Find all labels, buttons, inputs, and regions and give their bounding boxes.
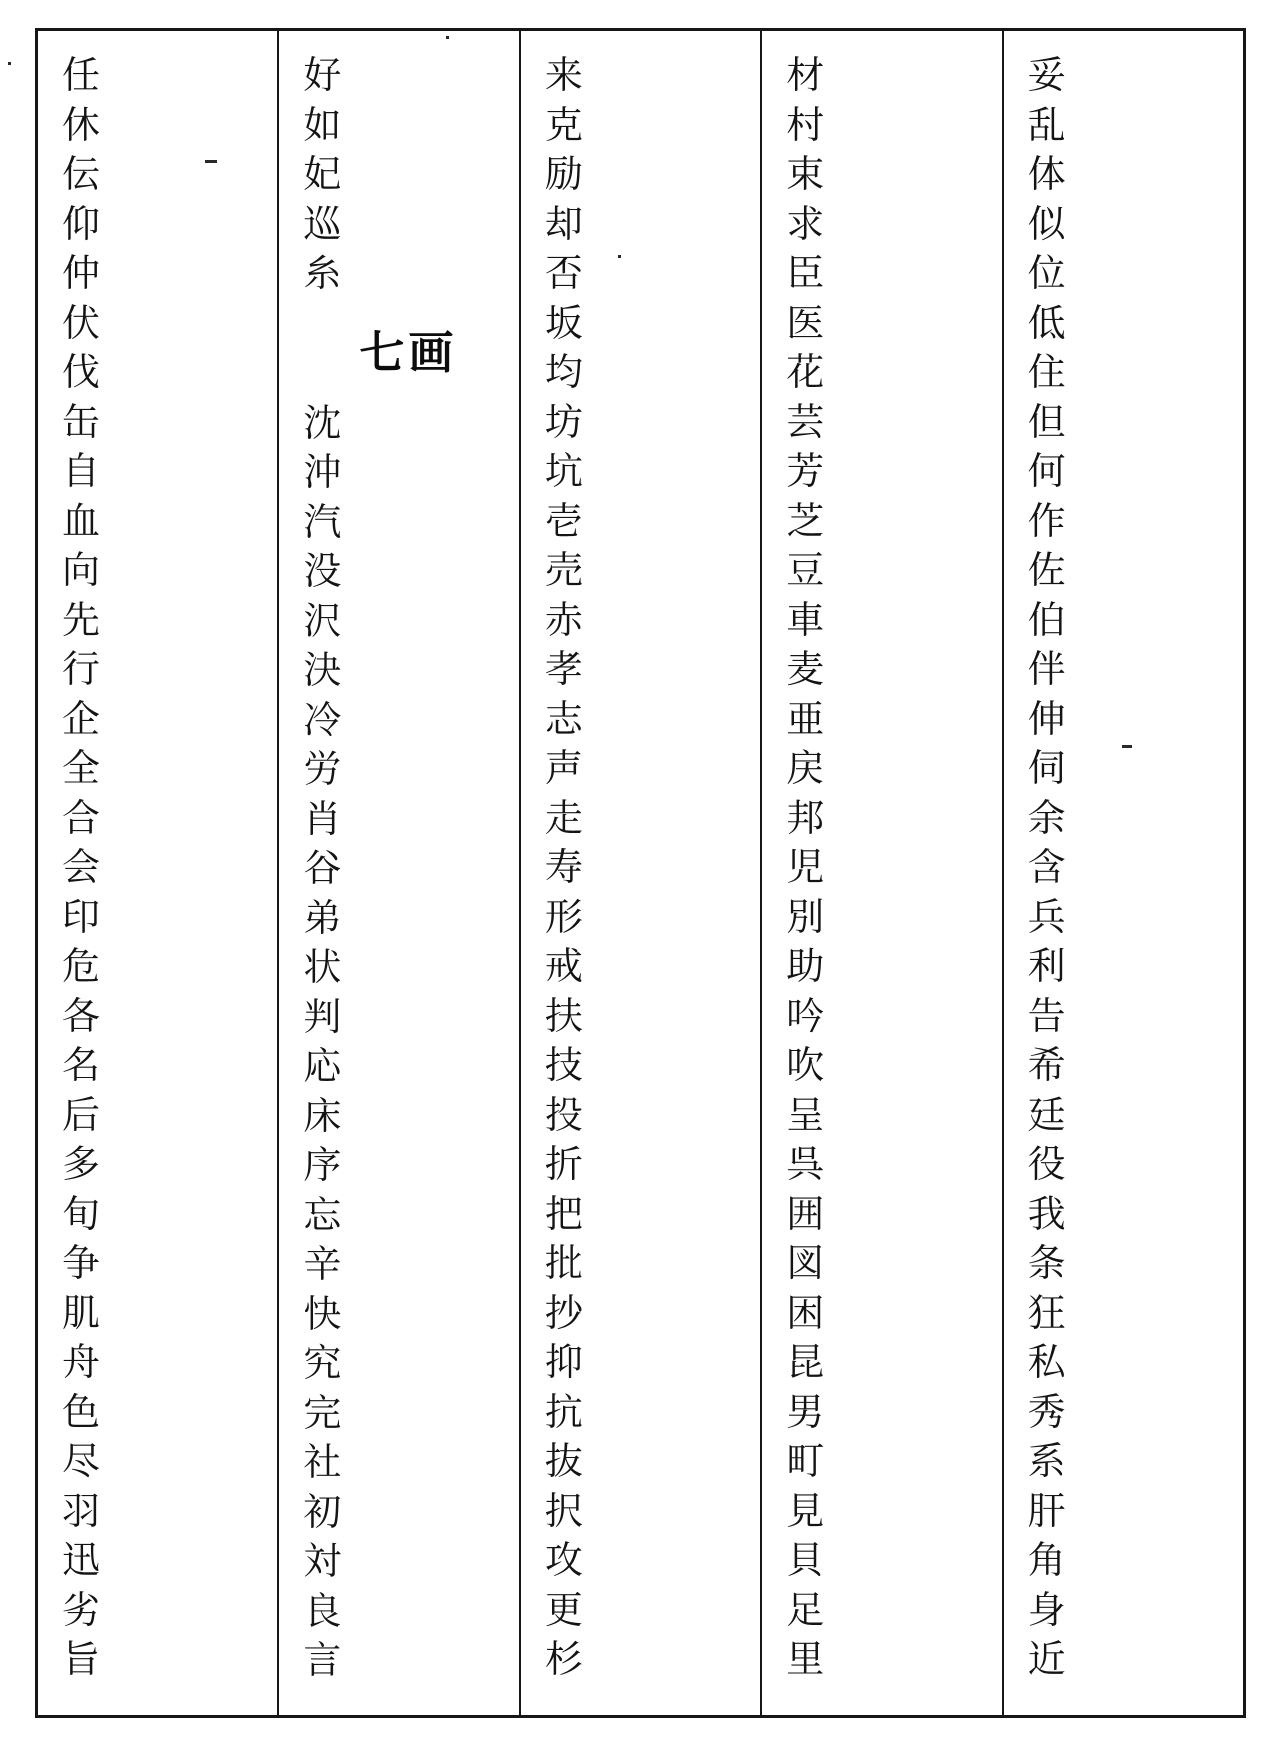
kanji-cell: 希 [1027, 1043, 1066, 1087]
kanji-cell: 完 [303, 1390, 342, 1435]
kanji-cell: 序 [303, 1143, 342, 1187]
kanji-column [521, 31, 762, 1715]
kanji-cell: 糸 [303, 251, 342, 295]
kanji-cell: 克 [544, 102, 583, 147]
kanji-cell: 更 [544, 1587, 583, 1632]
scan-speckle [205, 160, 217, 163]
kanji-cell: 戒 [544, 944, 583, 988]
kanji-cell: 束 [786, 152, 825, 196]
kanji-cell: 条 [1027, 1241, 1066, 1285]
kanji-cell: 医 [786, 300, 825, 345]
kanji-cell: 抄 [544, 1290, 583, 1335]
kanji-cell: 均 [544, 350, 583, 394]
kanji-cell: 低 [1027, 300, 1066, 345]
kanji-cell: 把 [544, 1191, 583, 1236]
kanji-cell: 仲 [62, 251, 101, 295]
kanji-cell: 里 [786, 1637, 825, 1681]
kanji-cell: 壱 [544, 498, 583, 543]
kanji-cell: 自 [62, 449, 101, 493]
kanji-cell: 足 [786, 1587, 825, 1632]
kanji-cell: 巡 [303, 201, 342, 246]
kanji-column [279, 31, 520, 1715]
kanji-cell: 豆 [786, 548, 825, 592]
kanji-cell: 含 [1027, 845, 1066, 889]
kanji-cell: 先 [62, 597, 101, 642]
kanji-cell: 辛 [303, 1242, 342, 1286]
kanji-cell: 助 [786, 944, 825, 988]
kanji-cell: 如 [303, 102, 342, 147]
kanji-cell: 色 [62, 1389, 101, 1434]
kanji-cell: 乱 [1027, 102, 1066, 147]
kanji-cell: 体 [1027, 152, 1066, 196]
kanji-cell: 企 [62, 696, 101, 741]
kanji-cell: 全 [62, 746, 101, 790]
kanji-cell: 攻 [544, 1538, 583, 1582]
kanji-cell: 良 [303, 1588, 342, 1633]
kanji-cell: 抗 [544, 1389, 583, 1434]
kanji-cell: 車 [786, 597, 825, 642]
kanji-cell: 后 [62, 1092, 101, 1137]
kanji-cell: 好 [303, 53, 342, 97]
kanji-cell: 近 [1027, 1637, 1066, 1681]
scan-speckle [1122, 745, 1132, 748]
kanji-cell: 位 [1027, 251, 1066, 295]
kanji-cell: 但 [1027, 399, 1066, 444]
kanji-cell: 昆 [786, 1340, 825, 1384]
kanji-cell: 系 [1027, 1439, 1066, 1483]
kanji-cell: 仰 [62, 201, 101, 246]
kanji-cell: 労 [303, 747, 342, 791]
kanji-cell: 沢 [303, 598, 342, 643]
kanji-cell: 呉 [786, 1142, 825, 1186]
kanji-cell: 売 [544, 548, 583, 592]
kanji-stroke-index-table [35, 28, 1246, 1718]
kanji-cell: 坂 [544, 300, 583, 345]
kanji-cell: 妃 [303, 152, 342, 196]
kanji-cell: 亜 [786, 696, 825, 741]
kanji-cell: 身 [1027, 1587, 1066, 1632]
kanji-cell: 旬 [62, 1191, 101, 1236]
kanji-cell: 余 [1027, 795, 1066, 840]
kanji-cell: 伯 [1027, 597, 1066, 642]
kanji-cell: 冷 [303, 697, 342, 742]
kanji-cell: 印 [62, 894, 101, 939]
scan-speckle [618, 255, 621, 258]
kanji-cell: 似 [1027, 201, 1066, 246]
kanji-cell: 花 [786, 350, 825, 394]
kanji-cell: 芝 [786, 498, 825, 543]
kanji-cell: 抜 [544, 1439, 583, 1483]
kanji-cell: 任 [62, 53, 101, 97]
kanji-cell: 劣 [62, 1587, 101, 1632]
kanji-cell: 来 [544, 53, 583, 97]
kanji-cell: 戻 [786, 746, 825, 790]
kanji-cell: 対 [303, 1539, 342, 1583]
kanji-cell: 臣 [786, 251, 825, 295]
kanji-cell: 決 [303, 648, 342, 692]
kanji-cell: 言 [303, 1638, 342, 1682]
kanji-cell: 旨 [62, 1637, 101, 1681]
kanji-cell: 会 [62, 845, 101, 889]
kanji-column [38, 31, 279, 1715]
kanji-cell: 伐 [62, 350, 101, 394]
kanji-cell: 没 [303, 549, 342, 593]
kanji-cell: 肝 [1027, 1488, 1066, 1533]
kanji-cell: 伝 [62, 152, 101, 196]
kanji-cell: 励 [544, 152, 583, 196]
kanji-cell: 迅 [62, 1538, 101, 1582]
kanji-column [762, 31, 1003, 1715]
kanji-cell: 伴 [1027, 647, 1066, 691]
kanji-cell: 走 [544, 795, 583, 840]
kanji-cell: 私 [1027, 1340, 1066, 1384]
kanji-cell: 批 [544, 1241, 583, 1285]
kanji-cell: 抑 [544, 1340, 583, 1384]
kanji-cell: 伸 [1027, 696, 1066, 741]
kanji-cell: 声 [544, 746, 583, 790]
kanji-cell: 呈 [786, 1092, 825, 1137]
kanji-cell: 作 [1027, 498, 1066, 543]
kanji-cell: 兵 [1027, 894, 1066, 939]
kanji-cell: 尽 [62, 1439, 101, 1483]
kanji-cell: 困 [786, 1290, 825, 1335]
kanji-cell: 判 [303, 994, 342, 1039]
kanji-cell: 多 [62, 1142, 101, 1186]
kanji-cell: 男 [786, 1389, 825, 1434]
kanji-cell: 告 [1027, 993, 1066, 1038]
kanji-cell: 向 [62, 548, 101, 592]
kanji-cell: 志 [544, 696, 583, 741]
kanji-cell: 材 [786, 53, 825, 97]
scan-speckle [446, 36, 449, 39]
kanji-cell: 羽 [62, 1488, 101, 1533]
kanji-cell: 囲 [786, 1191, 825, 1236]
kanji-cell: 折 [544, 1142, 583, 1186]
kanji-column [1004, 31, 1243, 1715]
kanji-cell: 沈 [303, 400, 342, 445]
kanji-cell: 何 [1027, 449, 1066, 493]
kanji-cell: 坊 [544, 399, 583, 444]
kanji-cell: 孝 [544, 647, 583, 691]
kanji-cell: 杉 [544, 1637, 583, 1681]
kanji-cell: 投 [544, 1092, 583, 1137]
kanji-cell: 役 [1027, 1142, 1066, 1186]
kanji-cell: 汽 [303, 499, 342, 544]
kanji-cell: 伏 [62, 300, 101, 345]
kanji-cell: 町 [786, 1439, 825, 1483]
kanji-cell: 廷 [1027, 1092, 1066, 1137]
kanji-cell: 寿 [544, 845, 583, 889]
kanji-cell: 妥 [1027, 53, 1066, 97]
stroke-count-section-header: 七画 [359, 326, 458, 379]
kanji-cell: 初 [303, 1489, 342, 1534]
kanji-cell: 肖 [303, 796, 342, 841]
kanji-cell: 秀 [1027, 1389, 1066, 1434]
kanji-cell: 我 [1027, 1191, 1066, 1236]
kanji-cell: 形 [544, 894, 583, 939]
kanji-cell: 見 [786, 1488, 825, 1533]
kanji-cell: 合 [62, 795, 101, 840]
kanji-cell: 弟 [303, 895, 342, 940]
kanji-cell: 麦 [786, 647, 825, 691]
kanji-cell: 危 [62, 944, 101, 988]
kanji-cell: 住 [1027, 350, 1066, 394]
kanji-cell: 谷 [303, 846, 342, 890]
scan-speckle [8, 62, 11, 65]
kanji-cell: 扶 [544, 993, 583, 1038]
kanji-cell: 坑 [544, 449, 583, 493]
kanji-cell: 休 [62, 102, 101, 147]
kanji-cell: 快 [303, 1291, 342, 1336]
kanji-cell: 忘 [303, 1192, 342, 1237]
kanji-cell: 芸 [786, 399, 825, 444]
kanji-cell: 沖 [303, 450, 342, 494]
kanji-cell: 舟 [62, 1340, 101, 1384]
kanji-cell: 名 [62, 1043, 101, 1087]
kanji-cell: 吹 [786, 1043, 825, 1087]
kanji-cell: 求 [786, 201, 825, 246]
kanji-cell: 究 [303, 1341, 342, 1385]
kanji-cell: 各 [62, 993, 101, 1038]
kanji-cell: 社 [303, 1440, 342, 1484]
kanji-cell: 血 [62, 498, 101, 543]
kanji-cell: 争 [62, 1241, 101, 1285]
kanji-cell: 児 [786, 845, 825, 889]
kanji-cell: 行 [62, 647, 101, 691]
kanji-cell: 技 [544, 1043, 583, 1087]
kanji-cell: 佐 [1027, 548, 1066, 592]
kanji-cell: 肌 [62, 1290, 101, 1335]
kanji-cell: 択 [544, 1488, 583, 1533]
kanji-cell: 吟 [786, 993, 825, 1038]
kanji-cell: 邦 [786, 795, 825, 840]
kanji-cell: 状 [303, 945, 342, 989]
kanji-cell: 床 [303, 1093, 342, 1138]
kanji-cell: 図 [786, 1241, 825, 1285]
kanji-cell: 否 [544, 251, 583, 295]
kanji-cell: 貝 [786, 1538, 825, 1582]
kanji-cell: 利 [1027, 944, 1066, 988]
kanji-cell: 赤 [544, 597, 583, 642]
kanji-cell: 狂 [1027, 1290, 1066, 1335]
kanji-cell: 応 [303, 1044, 342, 1088]
kanji-cell: 芳 [786, 449, 825, 493]
kanji-cell: 缶 [62, 399, 101, 444]
kanji-cell: 別 [786, 894, 825, 939]
kanji-cell: 角 [1027, 1538, 1066, 1582]
kanji-cell: 村 [786, 102, 825, 147]
kanji-cell: 伺 [1027, 746, 1066, 790]
kanji-cell: 却 [544, 201, 583, 246]
